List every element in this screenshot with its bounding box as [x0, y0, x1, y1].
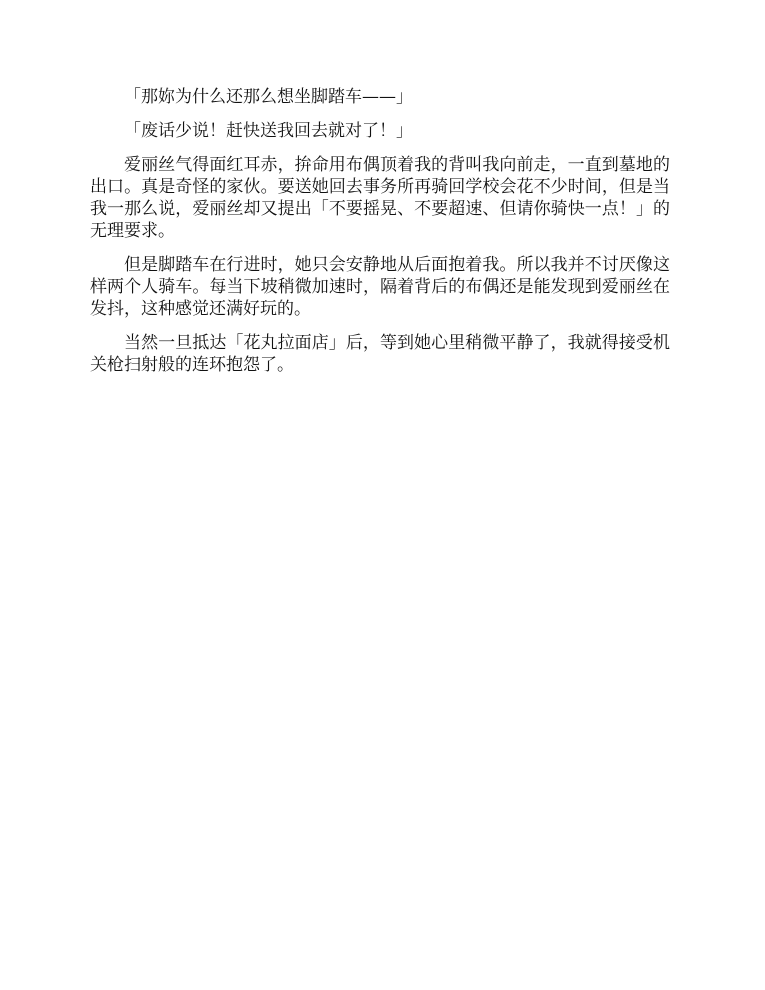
- paragraph-1: 「那妳为什么还那么想坐脚踏车——」: [124, 87, 413, 107]
- paragraph-3: 爱丽丝气得面红耳赤，拚命用布偶顶着我的背叫我向前走，一直到墓地的出口。真是奇怪的家伙。要送她回去事务所再骑回学校会花不少时间，但是当我一那么说，爱丽丝却又提出「不要摇晃、不要超速、但请你骑快一点！」的无理要求。: [90, 155, 670, 241]
- paragraph-2: 「废话少说！赶快送我回去就对了！」: [124, 121, 413, 141]
- document-page: [90, 86, 670, 388]
- paragraph-4: 但是脚踏车在行进时，她只会安静地从后面抱着我。所以我并不讨厌像这样两个人骑车。每当下坡稍微加速时，隔着背后的布偶还是能发现到爱丽丝在发抖，这种感觉还满好玩的。: [90, 255, 670, 319]
- paragraph-5: 当然一旦抵达「花丸拉面店」后，等到她心里稍微平静了，我就得接受机关枪扫射般的连环抱怨了。: [90, 333, 670, 375]
